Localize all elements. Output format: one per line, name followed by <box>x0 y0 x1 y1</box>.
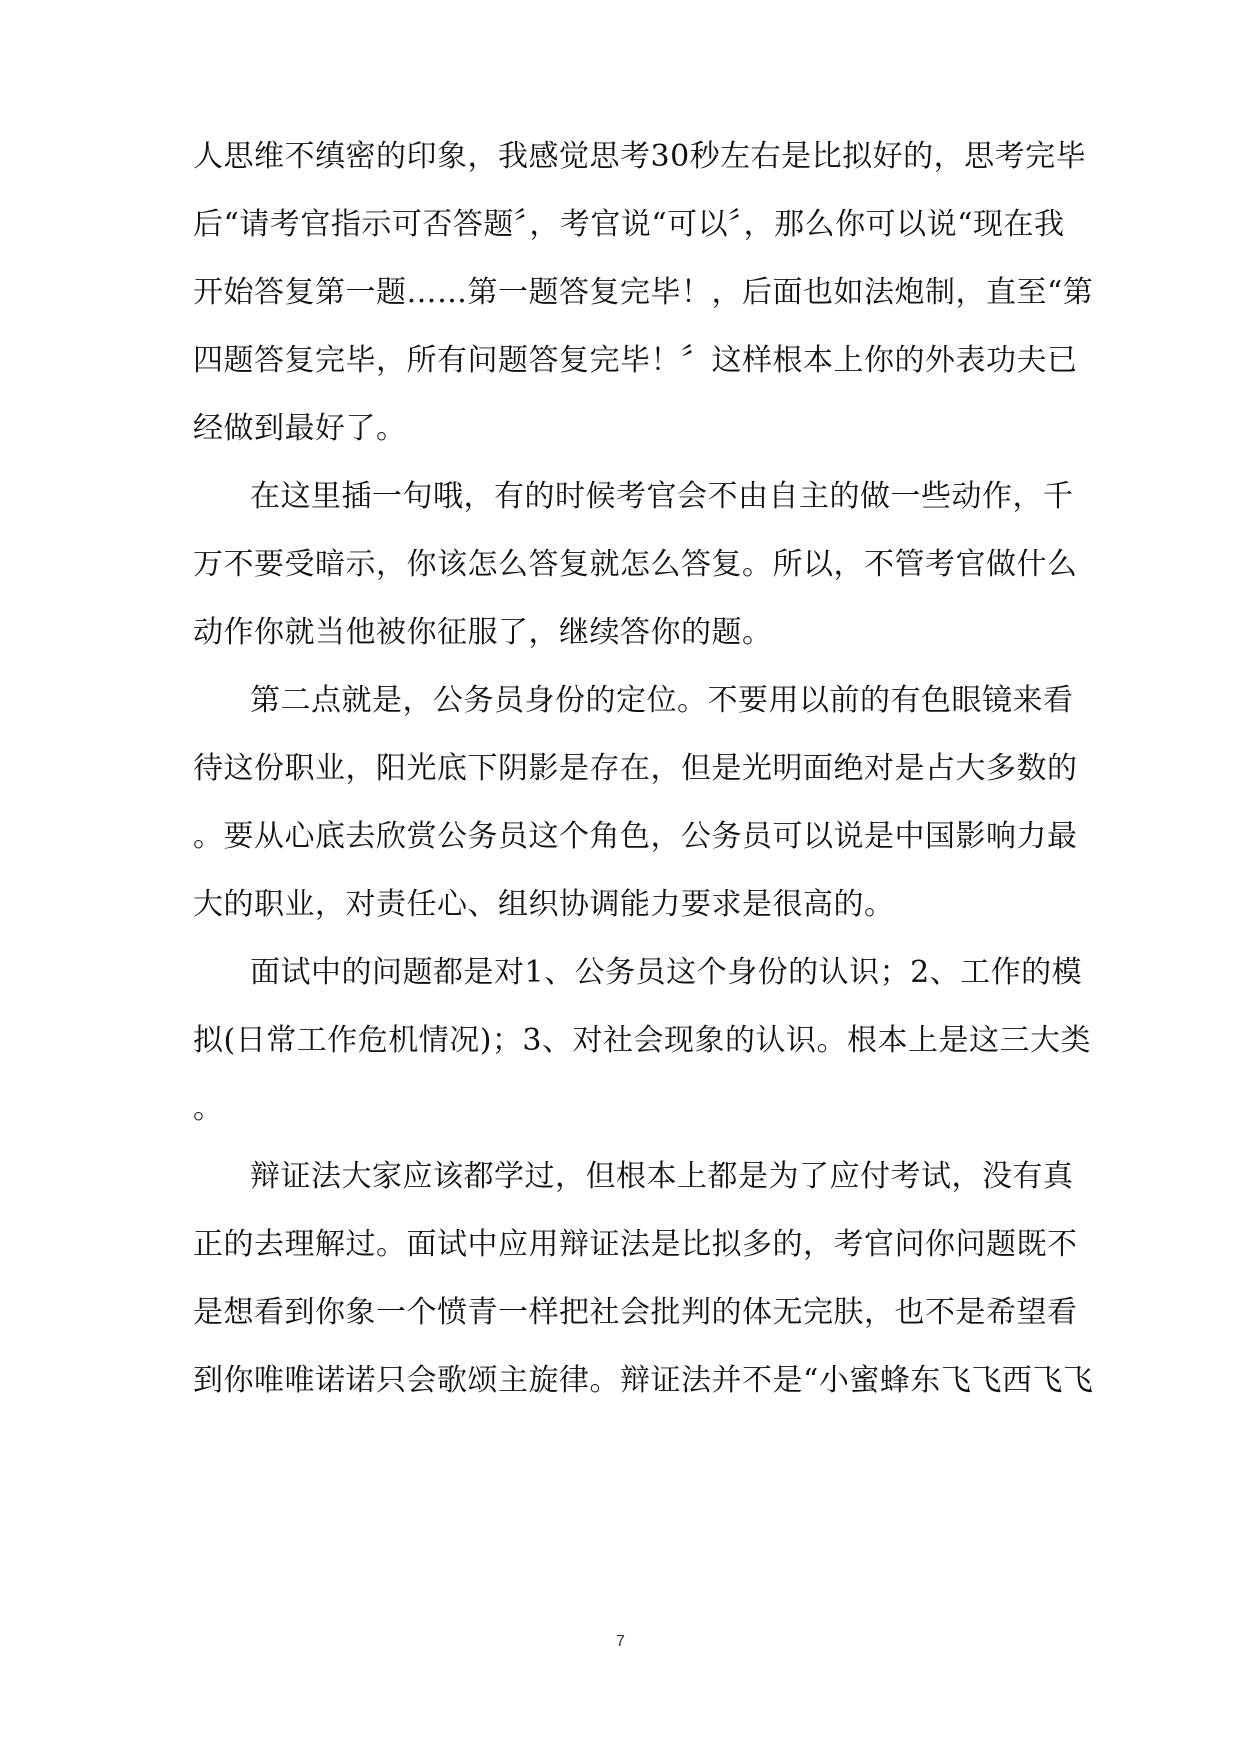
text-line-5: 经做到最好了。 <box>193 411 407 446</box>
paragraph-start-line: 在这里插一句哦，有的时候考官会不由自主的做一些动作，千 <box>250 479 1074 514</box>
text-line-11: 。要从心底去欣赏公务员这个角色，公务员可以说是中国影响力最 <box>193 819 1078 854</box>
paragraph-start-line: 辩证法大家应该都学过，但根本上都是为了应付考试，没有真 <box>250 1159 1074 1194</box>
text-line-10: 待这份职业，阳光底下阴影是存在，但是光明面绝对是占大多数的 <box>193 751 1078 786</box>
text-line-4: 四题答复完毕，所有问题答复完毕！〞这样根本上你的外表功夫已 <box>193 343 1078 378</box>
text-line-18: 是想看到你象一个愤青一样把社会批判的体无完肤，也不是希望看 <box>193 1295 1078 1330</box>
paragraph-start-line: 面试中的问题都是对1、公务员这个身份的认识；2、工作的模 <box>250 955 1083 990</box>
text-line-1: 人思维不缜密的印象，我感觉思考30秒左右是比拟好的，思考完毕 <box>193 139 1087 174</box>
text-line-15: 。 <box>193 1091 224 1126</box>
text-line-12: 大的职业，对责任心、组织协调能力要求是很高的。 <box>193 887 895 922</box>
text-line-2: 后“请考官指示可否答题〞，考官说“可以〞，那么你可以说“现在我 <box>193 207 1065 242</box>
text-line-3: 开始答复第一题……第一题答复完毕！，后面也如法炮制，直至“第 <box>193 275 1094 310</box>
text-line-14: 拟(日常工作危机情况)；3、对社会现象的认识。根本上是这三大类 <box>193 1023 1091 1058</box>
paragraph-start-line: 第二点就是，公务员身份的定位。不要用以前的有色眼镜来看 <box>250 683 1074 718</box>
text-line-17: 正的去理解过。面试中应用辩证法是比拟多的，考官问你问题既不 <box>193 1227 1078 1262</box>
text-line-8: 动作你就当他被你征服了，继续答你的题。 <box>193 615 773 650</box>
page-number: 7 <box>616 1633 625 1650</box>
text-line-7: 万不要受暗示，你该怎么答复就怎么答复。所以，不管考官做什么 <box>193 547 1078 582</box>
text-line-19: 到你唯唯诺诺只会歌颂主旋律。辩证法并不是“小蜜蜂东飞飞西飞飞 <box>193 1363 1094 1398</box>
